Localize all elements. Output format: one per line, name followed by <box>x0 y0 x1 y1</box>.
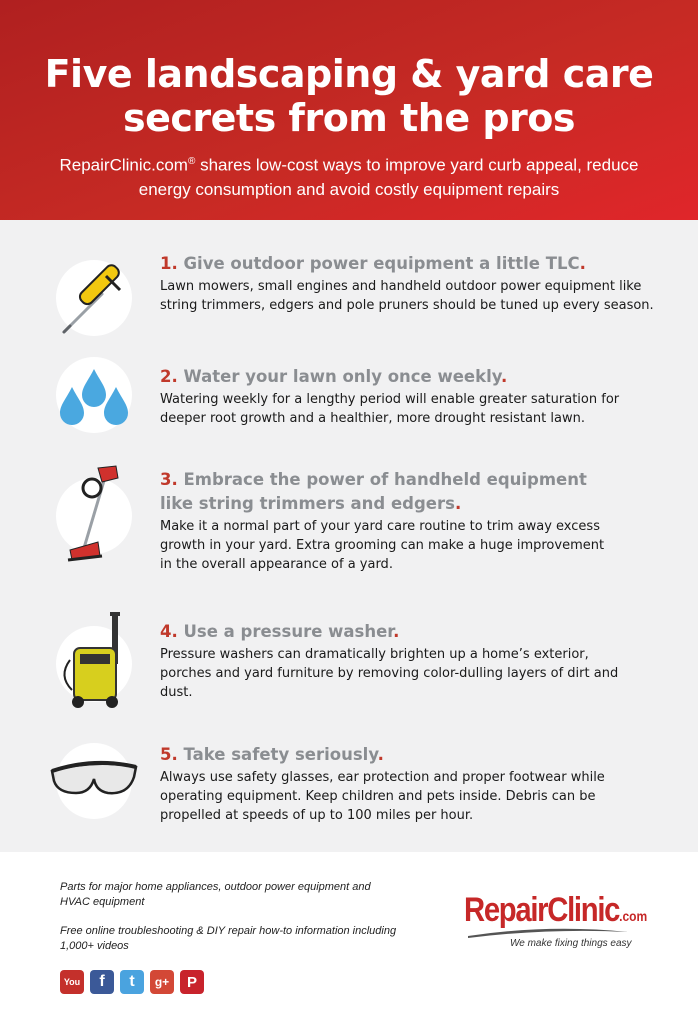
logo-swoosh <box>468 926 628 938</box>
tip-4-number: 4 <box>160 622 172 641</box>
logo-tagline: We make fixing things easy <box>510 938 632 949</box>
tip-2-end-dot: . <box>501 367 508 386</box>
registered-mark: ® <box>187 156 196 167</box>
tip-1-end-dot: . <box>579 254 586 273</box>
footer <box>0 852 698 1024</box>
tip-1-title: Give outdoor power equipment a little TLC <box>177 254 580 273</box>
subtitle-text: shares low-cost ways to improve yard curb appeal, reduce energy consumption and avoid costly equipment repairs <box>138 155 639 199</box>
tip-4-text <box>160 620 660 702</box>
twitter-icon[interactable]: t <box>120 970 144 994</box>
tip-4-heading <box>160 620 660 644</box>
tip-3-number-dot: . <box>171 470 178 489</box>
screwdriver-icon <box>50 254 138 342</box>
pressure-washer-icon <box>50 620 138 708</box>
tip-4-end-dot: . <box>393 622 400 641</box>
tip-5-body: Always use safety glasses, ear protection and proper footwear while operating equipment. Keep children and pets inside. Debris can be propelled at speeds of up to 100 miles per hour. <box>160 770 605 823</box>
safety-glasses-icon <box>50 737 138 825</box>
tip-1-text <box>160 252 660 315</box>
repairclinic-logo[interactable] <box>464 890 664 949</box>
tip-3-end-dot: . <box>454 494 462 513</box>
tip-1-icon-circle <box>56 260 132 336</box>
tip-5-number-dot: . <box>171 745 178 764</box>
tip-3-title: Embrace the power of handheld equipment like string trimmers and edgers <box>160 470 587 513</box>
tip-3-number: 3 <box>160 470 172 489</box>
social-links <box>60 970 204 994</box>
tip-5-title: Take safety seriously <box>177 745 378 764</box>
tip-2-heading <box>160 365 660 389</box>
tip-1-body: Lawn mowers, small engines and handheld outdoor power equipment like string trimmers, edgers and pole pruners should be tuned up every season. <box>160 279 654 313</box>
tip-1-number: 1 <box>160 254 172 273</box>
tips-section <box>0 220 698 852</box>
tip-5-end-dot: . <box>377 745 384 764</box>
tip-2-body: Watering weekly for a lengthy period will enable greater saturation for deeper root growth and a healthier, more drought resistant lawn. <box>160 392 620 426</box>
tip-5-number: 5 <box>160 745 172 764</box>
page-subtitle <box>0 150 698 202</box>
tip-4-icon-circle <box>56 626 132 702</box>
google-plus-icon[interactable]: g+ <box>150 970 174 994</box>
page-title: Five landscaping & yard care secrets from the pros <box>44 52 654 140</box>
subtitle-brand: RepairClinic.com <box>59 155 188 175</box>
tip-5-heading <box>160 743 660 767</box>
tip-4-body: Pressure washers can dramatically brighten up a home’s exterior, porches and yard furniture by removing color-dulling layers of dirt and dust. <box>160 647 619 700</box>
tip-3-icon-circle <box>56 478 132 554</box>
tip-1-number-dot: . <box>171 254 178 273</box>
tip-4-number-dot: . <box>171 622 178 641</box>
tip-2-number-dot: . <box>171 367 178 386</box>
tip-3-body: Make it a normal part of your yard care routine to trim away excess growth in your yard. Extra grooming can make a huge improvement in the overall appearance of a yard. <box>160 519 605 572</box>
water-drops-icon <box>50 351 138 439</box>
tip-2-title: Water your lawn only once weekly <box>177 367 501 386</box>
tip-2-number: 2 <box>160 367 172 386</box>
pinterest-icon[interactable]: P <box>180 970 204 994</box>
footer-info-videos: Free online troubleshooting & DIY repair how-to information including 1,000+ videos <box>60 925 397 952</box>
youtube-icon[interactable]: You <box>60 970 84 994</box>
tip-5-icon-circle <box>56 743 132 819</box>
logo-domain: .com <box>619 908 648 924</box>
tip-2-icon-circle <box>56 357 132 433</box>
footer-info-parts: Parts for major home appliances, outdoor power equipment and HVAC equipment <box>60 881 371 908</box>
tip-1-heading <box>160 252 660 276</box>
string-trimmer-icon <box>50 472 138 560</box>
logo-name: RepairClinic <box>464 891 620 929</box>
tip-4-title: Use a pressure washer <box>177 622 394 641</box>
tip-3-heading <box>160 468 620 516</box>
facebook-icon[interactable]: f <box>90 970 114 994</box>
tip-2-text <box>160 365 660 428</box>
tip-3-text <box>160 468 660 574</box>
header-banner <box>0 0 698 220</box>
tip-5-text <box>160 743 660 825</box>
